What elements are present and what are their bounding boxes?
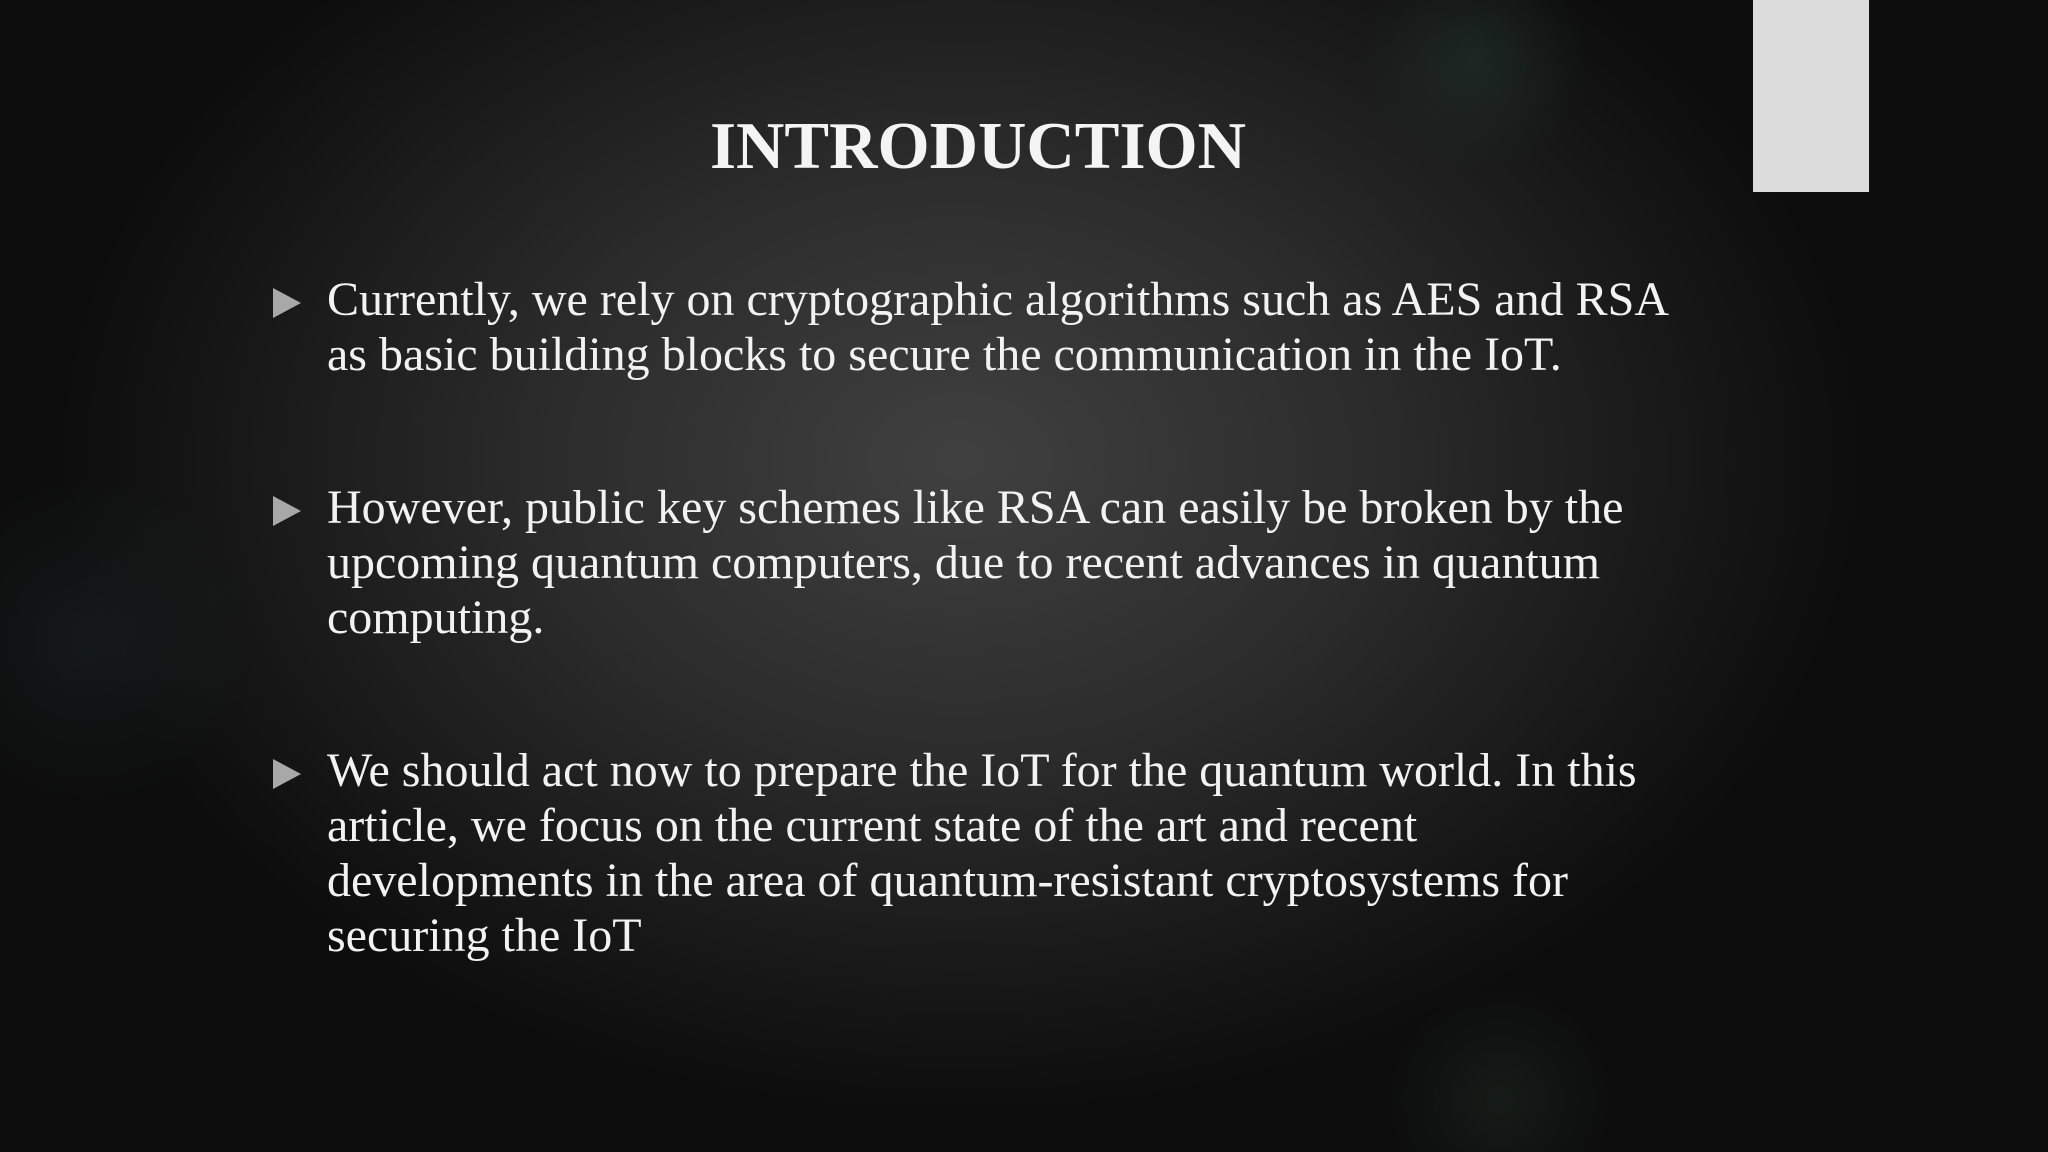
bullet-text: Currently, we rely on cryptographic algorithms such as AES and RSA as basic building blocks to secure the communication in the IoT. <box>327 273 1667 381</box>
slide-title: INTRODUCTION <box>709 109 1247 183</box>
triangle-right-icon <box>273 759 301 789</box>
triangle-right-icon <box>273 496 301 526</box>
bullet-item <box>266 480 1686 645</box>
bullet-text: We should act now to prepare the IoT for the quantum world. In this article, we focus on the current state of the art and recent developments in the area of quantum-resistant cryptosystems for securing the IoT <box>327 744 1637 962</box>
triangle-right-icon <box>273 288 301 318</box>
bullet-item <box>266 272 1686 382</box>
bullet-list <box>266 272 1686 963</box>
bullet-item <box>266 743 1686 963</box>
bullet-text: However, public key schemes like RSA can easily be broken by the upcoming quantum computers, due to recent advances in quantum computing. <box>327 481 1624 644</box>
